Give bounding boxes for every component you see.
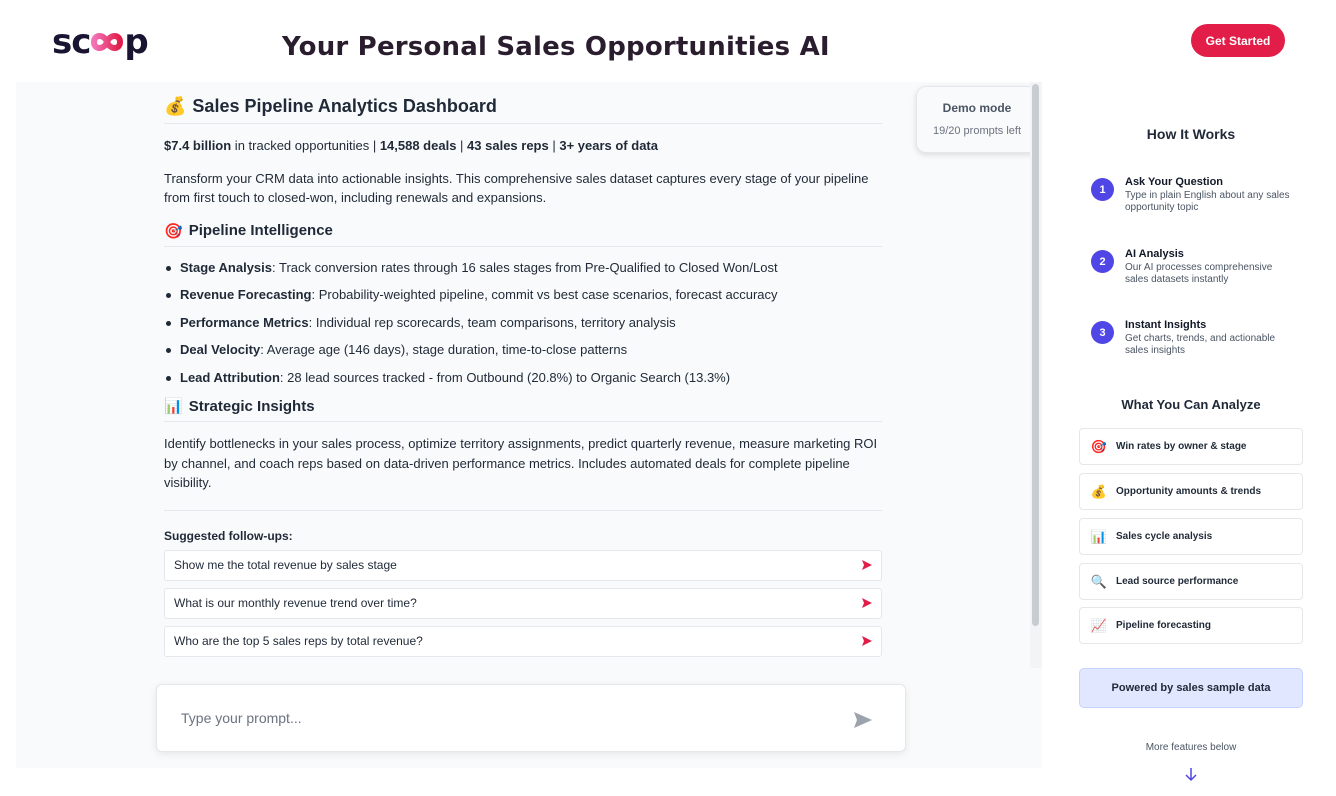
step-title: AI Analysis (1125, 248, 1184, 260)
feature-label: Opportunity amounts & trends (1116, 486, 1261, 497)
feature-card[interactable] (1079, 607, 1303, 644)
stat-amount: $7.4 billion (164, 138, 232, 153)
list-item-text: : Probability-weighted pipeline, commit vs best case scenarios, forecast accuracy (311, 287, 778, 302)
demo-mode-badge (916, 86, 1038, 153)
feature-card[interactable] (1079, 473, 1303, 510)
dashboard-stats (164, 136, 882, 156)
list-item-label: Deal Velocity (180, 342, 261, 357)
what-you-can-analyze-title: What You Can Analyze (1121, 397, 1261, 412)
stat-sep: | (456, 138, 468, 153)
send-icon (861, 597, 873, 609)
suggestions-title: Suggested follow-ups: (164, 528, 293, 543)
feature-card[interactable] (1079, 428, 1303, 465)
stat-amount-suffix: in tracked opportunities | (231, 138, 380, 153)
strategic-insights-text: Identify bottlenecks in your sales process, optimize territory assignments, predict quarterly revenue, measure marketing ROI by channel, and coach reps based on data-driven performance metrics. Includes automated deals for complete pipeline visibility. (164, 436, 878, 490)
prompt-box (156, 684, 906, 752)
money-bag-icon: 💰 (164, 96, 187, 116)
dashboard-intro: Transform your CRM data into actionable insights. This comprehensive sales dataset captures every stage of your pipeline from first touch to closed-won, including renewals and expansions. (164, 170, 869, 205)
step-desc: Type in plain English about any sales opportunity topic (1125, 190, 1290, 213)
list-item-label: Performance Metrics (180, 314, 309, 330)
feature-label: Lead source performance (1116, 576, 1239, 587)
send-icon[interactable] (853, 711, 873, 729)
list-item (164, 254, 882, 282)
bar-chart-icon: 📊 (1090, 528, 1108, 544)
section-title: Strategic Insights (188, 397, 315, 415)
feature-label: Pipeline forecasting (1116, 620, 1212, 631)
suggestion-text: Who are the top 5 sales reps by total revenue? (174, 634, 423, 648)
step-desc: Get charts, trends, and actionable sales insights (1125, 333, 1276, 356)
list-item (164, 364, 882, 392)
stat-deals: 14,588 deals (379, 138, 457, 153)
list-item (164, 281, 882, 309)
list-item (164, 336, 882, 364)
feature-card[interactable] (1079, 563, 1303, 600)
info-sidebar (1060, 80, 1322, 796)
feature-label: Sales cycle analysis (1116, 531, 1213, 542)
step-number: 3 (1091, 321, 1114, 344)
powered-by-badge: Powered by sales sample data (1079, 668, 1303, 708)
list-item-label: Stage Analysis (180, 259, 273, 275)
prompts-left: 19/20 prompts left (932, 125, 1022, 137)
list-item-text: : 28 lead sources tracked - from Outbound (20.8%) to Organic Search (13.3%) (279, 369, 731, 385)
logo-text-left: sc (52, 22, 91, 62)
send-icon (861, 559, 873, 571)
step-title: Instant Insights (1125, 319, 1207, 331)
more-features-label: More features below (1145, 742, 1237, 753)
dashboard-title-text: Sales Pipeline Analytics Dashboard (192, 96, 497, 116)
chat-messages[interactable] (164, 96, 882, 668)
step-number: 1 (1091, 178, 1114, 201)
suggestion-text: What is our monthly revenue trend over time? (174, 596, 417, 610)
arrow-down-icon[interactable] (1184, 766, 1198, 782)
stat-reps: 43 sales reps (467, 138, 549, 153)
target-icon: 🎯 (164, 222, 183, 240)
magnifier-icon: 🔍 (1090, 573, 1108, 589)
list-item-label: Revenue Forecasting (180, 287, 312, 302)
section-title: Pipeline Intelligence (188, 222, 333, 239)
list-item (164, 309, 882, 337)
trend-chart-icon: 📈 (1090, 617, 1108, 633)
money-bag-icon: 💰 (1090, 483, 1108, 499)
get-started-button[interactable]: Get Started (1191, 24, 1285, 57)
step-number: 2 (1091, 250, 1114, 273)
bar-chart-icon: 📊 (164, 398, 183, 415)
chat-panel (16, 82, 1042, 768)
suggestion-text: Show me the total revenue by sales stage (174, 558, 397, 572)
send-icon (861, 635, 873, 647)
step-title: Ask Your Question (1125, 176, 1224, 188)
list-item-label: Lead Attribution (180, 369, 280, 385)
chat-scrollbar[interactable] (1030, 82, 1042, 668)
logo-text-right: p (124, 22, 148, 62)
page-title: Your Personal Sales Opportunities AI (282, 32, 830, 62)
step-desc: Our AI processes comprehensive sales datasets instantly (1125, 262, 1273, 285)
feature-label: Win rates by owner & stage (1116, 441, 1247, 452)
logo-infinity-icon (90, 30, 124, 54)
suggestion-item[interactable] (164, 588, 882, 619)
suggestion-item[interactable] (164, 550, 882, 581)
list-item-text: : Track conversion rates through 16 sales stages from Pre-Qualified to Closed Won/Lost (272, 259, 778, 275)
stat-sep: | (548, 138, 560, 153)
feature-card[interactable] (1079, 518, 1303, 555)
header (0, 0, 1336, 80)
how-it-works-title: How It Works (1146, 126, 1236, 142)
suggestion-item[interactable] (164, 626, 882, 657)
target-icon: 🎯 (1090, 438, 1108, 454)
demo-mode-title: Demo mode (942, 101, 1012, 115)
dashboard-title (164, 96, 882, 124)
divider (164, 510, 882, 511)
scrollbar-thumb[interactable] (1032, 84, 1039, 626)
list-item-text: : Average age (146 days), stage duration, time-to-close patterns (260, 342, 628, 357)
pipeline-feature-list (164, 254, 882, 392)
stat-years: 3+ years of data (559, 138, 658, 153)
section-strategic-insights (164, 397, 882, 422)
section-pipeline-intelligence (164, 222, 882, 247)
list-item-text: : Individual rep scorecards, team comparisons, territory analysis (308, 314, 676, 330)
prompt-input[interactable] (181, 707, 821, 729)
scoop-logo[interactable] (52, 24, 148, 60)
